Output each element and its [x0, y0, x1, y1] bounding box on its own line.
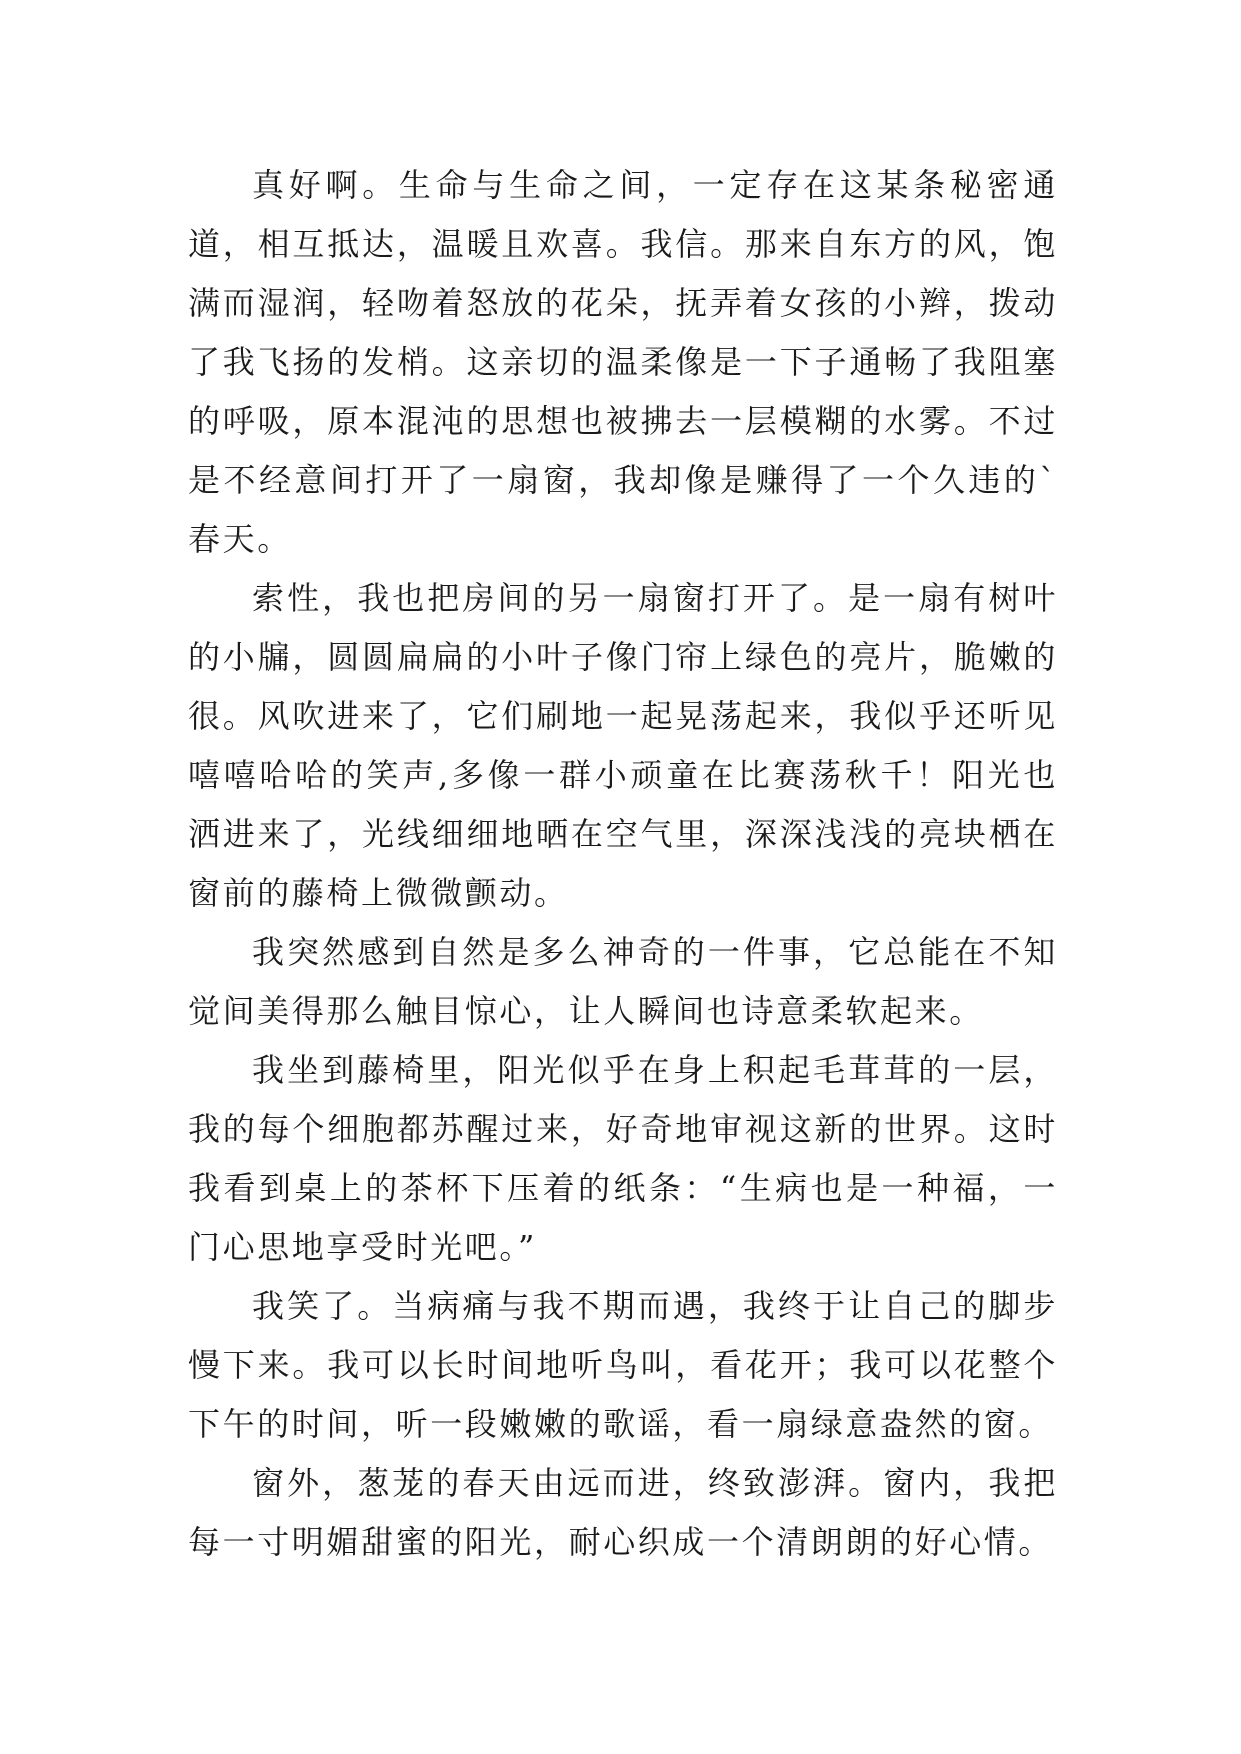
paragraph-4: 我坐到藤椅里，阳光似乎在身上积起毛茸茸的一层，我的每个细胞都苏醒过来，好奇地审视这新的世界。这时我看到桌上的茶杯下压着的纸条：“生病也是一种福，一门心思地享受时光吧。” — [188, 1051, 1058, 1266]
paragraph-1: 真好啊。生命与生命之间，一定存在这某条秘密通道，相互抵达，温暖且欢喜。我信。那来自东方的风，饱满而湿润，轻吻着怒放的花朵，抚弄着女孩的小辫，拨动了我飞扬的发梢。这亲切的温柔像是一下子通畅了我阻塞的呼吸，原本混沌的思想也被拂去一层模糊的水雾。不过是不经意间打开了一扇窗，我却像是赚得了一个久违的`春天。 — [188, 166, 1058, 558]
paragraph-3: 我突然感到自然是多么神奇的一件事，它总能在不知觉间美得那么触目惊心，让人瞬间也诗意柔软起来。 — [188, 933, 1058, 1030]
paragraph-2: 索性，我也把房间的另一扇窗打开了。是一扇有树叶的小牖，圆圆扁扁的小叶子像门帘上绿色的亮片，脆嫩的很。风吹进来了，它们刷地一起晃荡起来，我似乎还听见嘻嘻哈哈的笑声,多像一群小顽童在比赛荡秋千！阳光也洒进来了，光线细细地晒在空气里，深深浅浅的亮块栖在窗前的藤椅上微微颤动。 — [188, 579, 1058, 912]
document-body — [188, 156, 1058, 1572]
paragraph-5: 我笑了。当病痛与我不期而遇，我终于让自己的脚步慢下来。我可以长时间地听鸟叫，看花开；我可以花整个下午的时间，听一段嫩嫩的歌谣，看一扇绿意盎然的窗。 — [188, 1287, 1058, 1443]
paragraph-6: 窗外，葱茏的春天由远而进，终致澎湃。窗内，我把每一寸明媚甜蜜的阳光，耐心织成一个清朗朗的好心情。 — [188, 1464, 1058, 1561]
